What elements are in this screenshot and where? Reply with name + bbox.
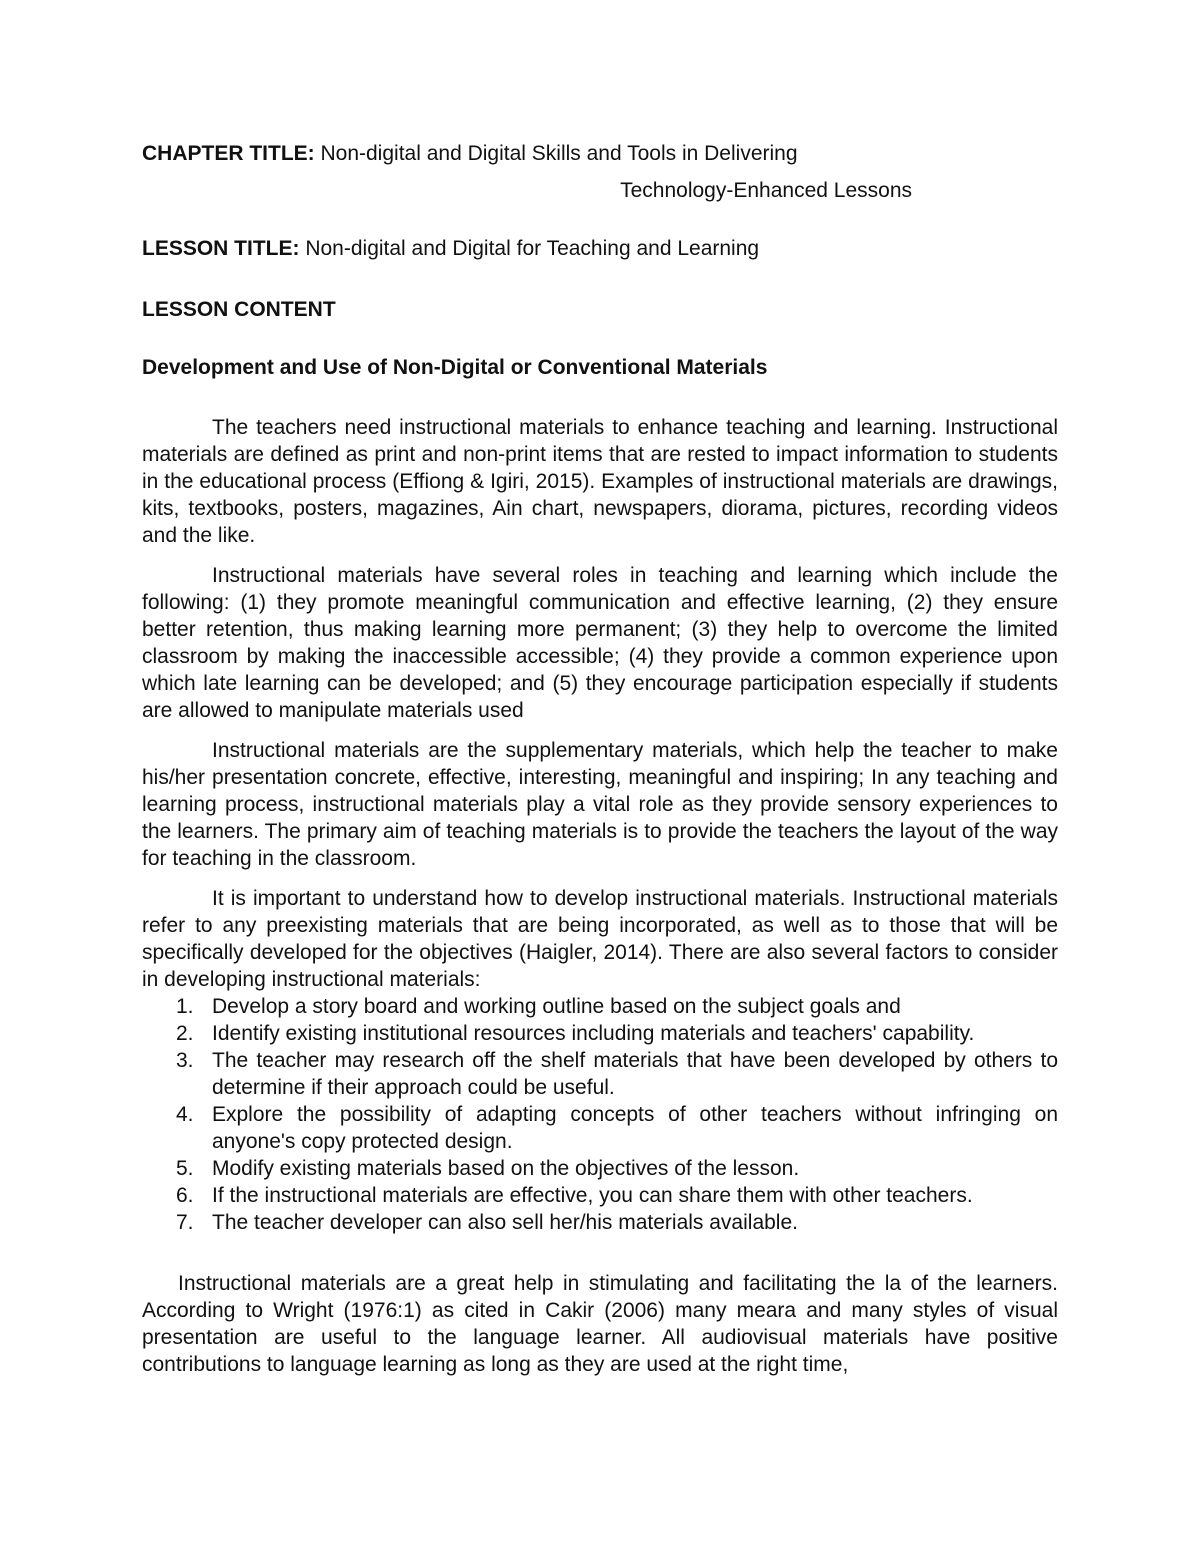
list-item-number: 6.: [176, 1184, 194, 1207]
lesson-title-text: Non-digital and Digital for Teaching and Learning: [299, 237, 760, 260]
chapter-title-label: CHAPTER TITLE:: [142, 142, 315, 165]
list-item: [142, 1101, 1058, 1155]
list-item: [142, 1047, 1058, 1101]
list-item-number: 7.: [176, 1211, 194, 1234]
list-item-text: The teacher developer can also sell her/his materials available.: [212, 1211, 798, 1234]
list-item-number: 1.: [176, 995, 194, 1018]
list-item: [142, 1155, 1058, 1182]
development-steps-list: [142, 993, 1058, 1236]
list-item: [142, 993, 1058, 1020]
list-item-number: 3.: [176, 1049, 194, 1072]
document-body: [142, 140, 1058, 1378]
list-item-number: 5.: [176, 1157, 194, 1180]
paragraph-2: Instructional materials have several roles in teaching and learning which include the following: (1) they promote meaningful communication and effective learning, (2) they ensure better retention, thus making learning more permanent; (3) they help to overcome the limited classroom by making the inaccessible accessible; (4) they provide a common experience upon which late learning can be developed; and (5) they encourage participation especially if students are allowed to manipulate materials used: [142, 564, 1058, 722]
paragraph-4: It is important to understand how to develop instructional materials. Instructional materials refer to any preexisting materials that are being incorporated, as well as to those that will be specifically developed for the objectives (Haigler, 2014). There are also several factors to consider in developing instructional materials:: [142, 887, 1058, 991]
list-item-number: 4.: [176, 1103, 194, 1126]
paragraph-5: Instructional materials are a great help in stimulating and facilitating the la of the learners. According to Wright (1976:1) as cited in Cakir (2006) many meara and many styles of visual presentation are useful to the language learner. All audiovisual materials have positive contributions to language learning as long as they are used at the right time,: [142, 1272, 1058, 1376]
list-item-text: Explore the possibility of adapting concepts of other teachers without infringing on anyone's copy protected design.: [212, 1103, 1058, 1153]
lesson-title: [142, 235, 1058, 262]
list-item-text: Develop a story board and working outline based on the subject goals and: [212, 995, 901, 1018]
lesson-title-label: LESSON TITLE:: [142, 237, 300, 260]
chapter-title-text-line-2: Technology-Enhanced Lessons: [620, 179, 912, 202]
lesson-content-heading: LESSON CONTENT: [142, 298, 336, 321]
section-heading: Development and Use of Non-Digital or Conventional Materials: [142, 356, 768, 379]
list-item-text: The teacher may research off the shelf materials that have been developed by others to determine if their approach could be useful.: [212, 1049, 1058, 1099]
list-item-text: Modify existing materials based on the objectives of the lesson.: [212, 1157, 800, 1180]
list-item: [142, 1020, 1058, 1047]
list-item-text: Identify existing institutional resources including materials and teachers' capability.: [212, 1022, 975, 1045]
list-item: [142, 1182, 1058, 1209]
list-item-number: 2.: [176, 1022, 194, 1045]
list-item-text: If the instructional materials are effective, you can share them with other teachers.: [212, 1184, 973, 1207]
paragraph-3: Instructional materials are the supplementary materials, which help the teacher to make his/her presentation concrete, effective, interesting, meaningful and inspiring; In any teaching and learning process, instructional materials play a vital role as they provide sensory experiences to the learners. The primary aim of teaching materials is to provide the teachers the layout of the way for teaching in the classroom.: [142, 739, 1058, 870]
paragraph-1: The teachers need instructional materials to enhance teaching and learning. Instructional materials are defined as print and non-print items that are rested to impact information to students in the educational process (Effiong & Igiri, 2015). Examples of instructional materials are drawings, kits, textbooks, posters, magazines, Ain chart, newspapers, diorama, pictures, recording videos and the like.: [142, 416, 1058, 547]
chapter-title-text-line-1: Non-digital and Digital Skills and Tools in Delivering: [314, 142, 798, 165]
list-item: [142, 1209, 1058, 1236]
chapter-title: [142, 140, 1058, 167]
